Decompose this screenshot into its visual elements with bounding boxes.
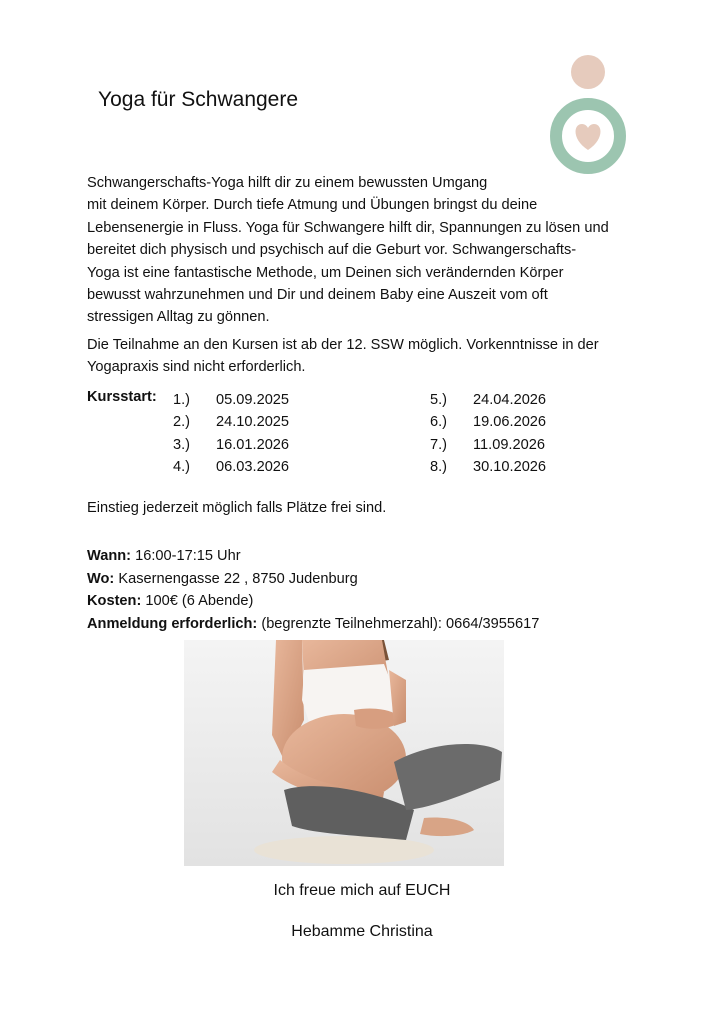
where-line — [87, 568, 539, 591]
course-start-label: Kursstart: — [87, 389, 157, 405]
intro-line: mit deinem Körper. Durch tiefe Atmung und Übungen bringst du deine — [87, 197, 538, 214]
page-title: Yoga für Schwangere — [98, 88, 299, 111]
intro-line: stressigen Alltag zu gönnen. — [87, 309, 270, 326]
course-date: 30.10.2026 — [473, 459, 547, 476]
logo-heart — [576, 124, 601, 150]
intro-line: bewusst wahrzunehmen und Dir und deinem Baby eine Auszeit vom oft — [87, 287, 548, 304]
closing-signature: Hebamme Christina — [291, 923, 433, 940]
when-label: Wann: — [87, 548, 132, 564]
where-label: Wo: — [87, 570, 115, 587]
registration-line — [87, 613, 539, 636]
intro-line: Lebensenergie in Fluss. Yoga für Schwangere hilft dir, Spannungen zu lösen und — [87, 219, 609, 236]
cost-value: 100€ (6 Abende) — [141, 593, 254, 609]
cost-line — [87, 590, 539, 613]
registration-label: Anmeldung erforderlich: — [87, 615, 258, 632]
closing-greeting: Ich freue mich auf EUCH — [273, 882, 451, 899]
intro-line: Yoga ist eine fantastische Methode, um Deinen sich verändernden Körper — [87, 264, 564, 281]
course-date-number: 2.) — [173, 414, 191, 431]
course-date-number: 4.) — [173, 459, 191, 476]
mother-heart-logo-icon — [546, 50, 632, 176]
course-date-number: 6.) — [430, 414, 448, 431]
intro-paragraph — [87, 172, 647, 329]
course-date-number: 8.) — [430, 459, 448, 476]
pregnant-woman-yoga-photo — [184, 640, 504, 866]
participation-line: Yogapraxis sind nicht erforderlich. — [87, 359, 306, 376]
when-value: 16:00-17:15 Uhr — [131, 548, 241, 564]
course-date: 24.04.2026 — [473, 392, 547, 408]
course-date: 19.06.2026 — [473, 414, 547, 431]
course-date: 16.01.2026 — [216, 436, 290, 453]
intro-line: Schwangerschafts-Yoga hilft dir zu einem bewussten Umgang — [87, 175, 488, 191]
course-date: 24.10.2025 — [216, 414, 290, 431]
course-date: 11.09.2026 — [473, 436, 545, 453]
course-details — [87, 545, 539, 635]
cost-label: Kosten: — [87, 593, 142, 609]
course-date-number: 7.) — [430, 436, 448, 453]
participation-line: Die Teilnahme an den Kursen ist ab der 12. SSW möglich. Vorkenntnisse in der — [87, 337, 599, 353]
course-date-number: 3.) — [173, 436, 191, 453]
where-value: Kasernengasse 22 , 8750 Judenburg — [114, 570, 358, 587]
course-date: 06.03.2026 — [216, 459, 290, 476]
course-date: 05.09.2025 — [216, 392, 290, 408]
entry-note: Einstieg jederzeit möglich falls Plätze frei sind. — [87, 500, 387, 516]
participation-paragraph — [87, 334, 647, 379]
logo-head — [571, 55, 605, 89]
intro-line: bereitet dich physisch und psychisch auf die Geburt vor. Schwangerschafts- — [87, 242, 577, 259]
registration-value: (begrenzte Teilnehmerzahl): 0664/3955617 — [257, 615, 540, 632]
course-date-number: 5.) — [430, 392, 448, 408]
course-date-number: 1.) — [173, 392, 191, 408]
when-line — [87, 545, 539, 568]
